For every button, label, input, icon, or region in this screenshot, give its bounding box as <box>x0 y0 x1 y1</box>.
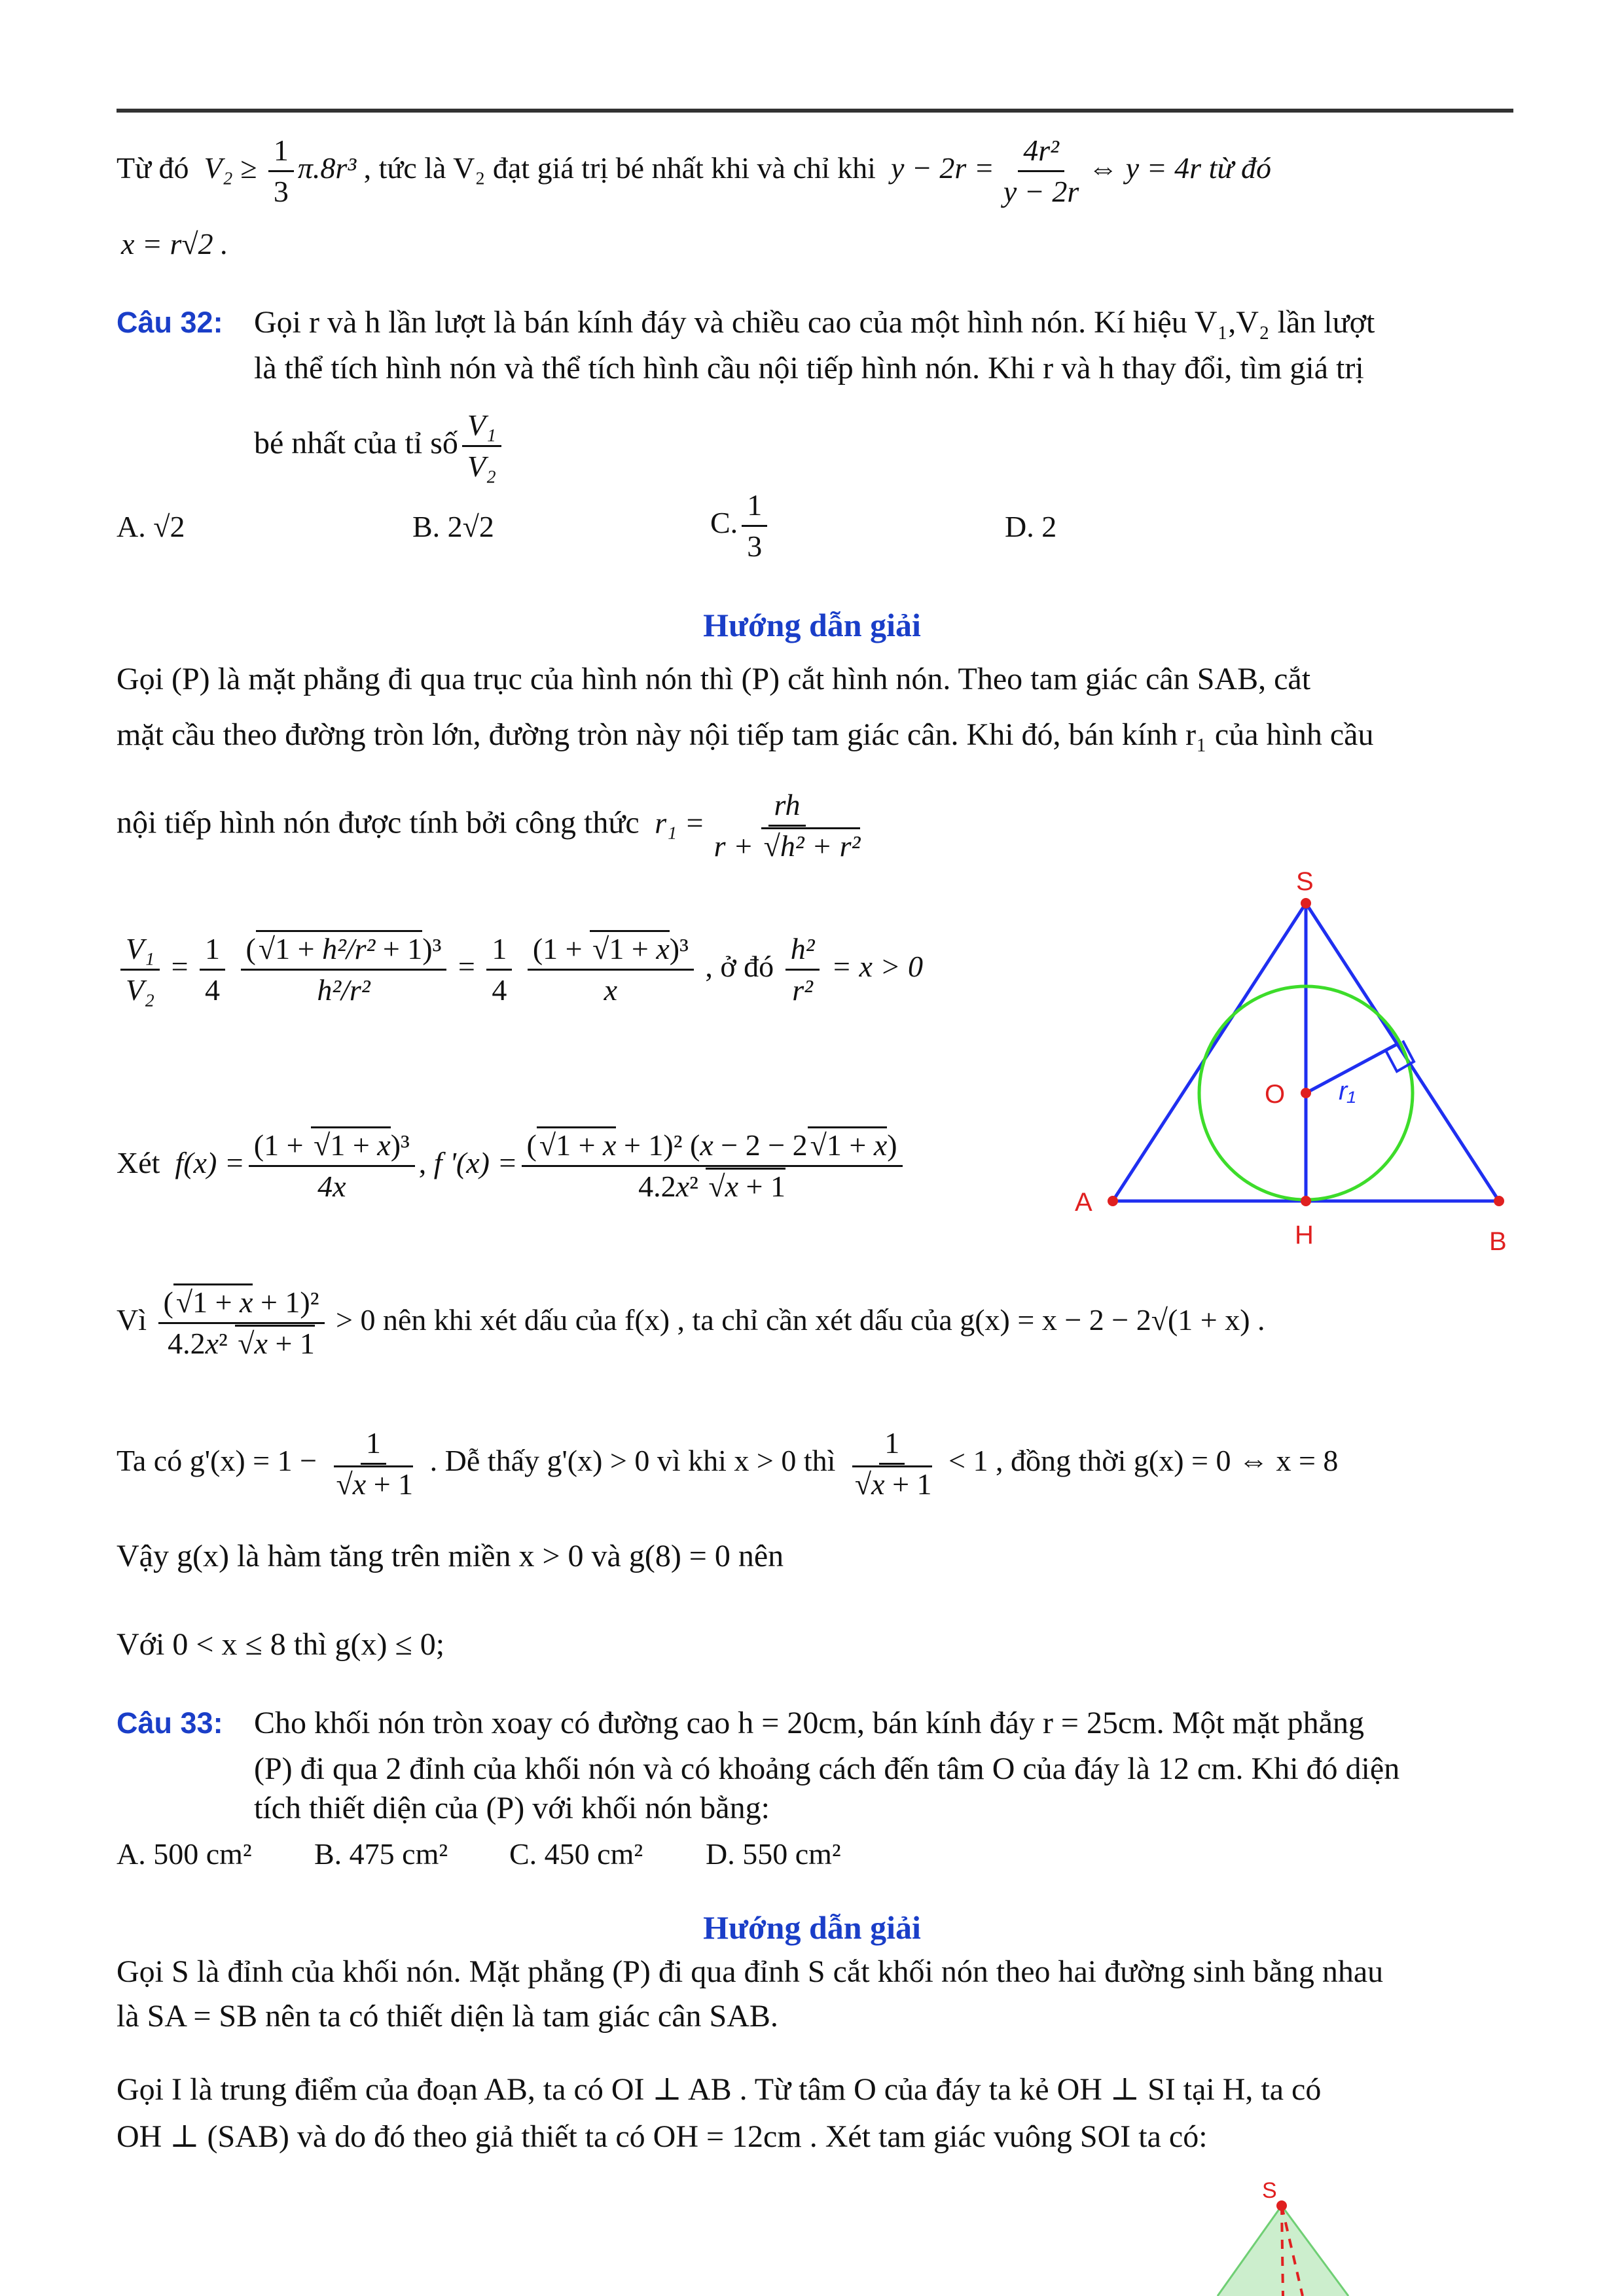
label-r1: r₁ <box>1339 1077 1356 1105</box>
q32-solution-1: Gọi (P) là mặt phẳng đi qua trục của hình nón thì (P) cắt hình nón. Theo tam giác cân SAB, cắt <box>117 662 1311 696</box>
q32-option-d: D. 2 <box>1005 510 1057 543</box>
question-33-text-3: tích thiết diện của (P) với khối nón bằng: <box>254 1791 770 1825</box>
q32-ratio-formula: $\frac{\text{V₁}}{\text{V₂}}$ = $\frac{1}{4}$ $\frac{\text{(√ 1 + h²/r² + 1)³}}{\text{h²/r²}}$ = $\frac{1}{4}$ $\frac{\text{(1 + √ 1 + x)³}}{x}$ , ở đó $\frac{\text{h²}}{\text{r²}}$ = x > 0 <box>117 929 923 1010</box>
point-O <box>1301 1088 1311 1098</box>
q33-solution-title: Hướng dẫn giải <box>703 1909 921 1946</box>
edge-SB <box>1306 903 1499 1201</box>
q32-solution-3: nội tiếp hình nón được tính bởi công thức r₁ = $\frac{rh}{\text{r + √ h² + r²}}$ <box>117 785 869 866</box>
label-H: H <box>1295 1221 1314 1249</box>
cone-point-S <box>1276 2200 1287 2211</box>
top-line-1: Từ đó V₂ ≥ $\frac{1}{3}$ π.8r³ , tức là V₂ đạt giá trị bé nhất khi và chỉ khi y − 2r = $\frac{\text{4r²}}{y - 2r}$ ⇔ y = 4r từ đó <box>117 131 1517 211</box>
q33-option-b: B. 475 cm² <box>314 1837 448 1871</box>
label-B: B <box>1489 1227 1507 1256</box>
q33-solution-3: Gọi I là trung điểm của đoạn AB, ta có OI ⊥ AB . Từ tâm O của đáy ta kẻ OH ⊥ SI tại H, ta có <box>117 2072 1322 2107</box>
label-A: A <box>1075 1188 1092 1217</box>
question-33-label: Câu 33: <box>117 1706 223 1740</box>
figure-inscribed-sphere <box>1060 857 1519 1276</box>
question-32-text-3: bé nhất của tỉ số $\frac{\text{V₁}}{\text{V₂}}$ <box>254 406 505 486</box>
top-line-2: x = r√2 . <box>121 227 228 260</box>
question-32-label: Câu 32: <box>117 306 223 339</box>
q33-option-a: A. 500 cm² <box>117 1837 252 1871</box>
label-S: S <box>1296 867 1314 896</box>
q32-option-a: A. √2 <box>117 510 185 543</box>
q32-solution-title: Hướng dẫn giải <box>703 607 921 643</box>
q32-conclusion: Với 0 < x ≤ 8 thì g(x) ≤ 0; <box>117 1627 445 1662</box>
q33-solution-1: Gọi S là đỉnh của khối nón. Mặt phẳng (P) đi qua đỉnh S cắt khối nón theo hai đường sinh bằng nhau <box>117 1954 1384 1989</box>
label-O: O <box>1265 1080 1286 1109</box>
q32-solution-2: mặt cầu theo đường tròn lớn, đường tròn này nội tiếp tam giác cân. Khi đó, bán kính r₁ của hình cầu <box>117 717 1374 752</box>
q33-option-c: C. 450 cm² <box>509 1837 643 1871</box>
q33-solution-2: là SA = SB nên ta có thiết diện là tam giác cân SAB. <box>117 1999 778 2034</box>
header-rule <box>117 109 1513 113</box>
q32-option-b: B. 2√2 <box>412 510 494 543</box>
figure-cone-partial <box>1191 2179 1388 2296</box>
edge-SA <box>1113 903 1306 1201</box>
q32-option-c: C. $\frac{1}{3}$ <box>710 486 771 566</box>
question-32-text-1: Gọi r và h lần lượt là bán kính đáy và chiều cao của một hình nón. Kí hiệu V₁,V₂ lần lượt <box>254 305 1375 340</box>
question-33-text-2: (P) đi qua 2 đỉnh của khối nón và có khoảng cách đến tâm O của đáy là 12 cm. Khi đó diện <box>254 1751 1400 1786</box>
question-33-text-1: Cho khối nón tròn xoay có đường cao h = 20cm, bán kính đáy r = 25cm. Một mặt phẳng <box>254 1706 1364 1740</box>
q33-option-d: D. 550 cm² <box>706 1837 841 1871</box>
question-32-text-2: là thể tích hình nón và thể tích hình cầu nội tiếp hình nón. Khi r và h thay đổi, tìm giá trị <box>254 351 1364 386</box>
point-B <box>1494 1196 1504 1206</box>
q33-solution-4: OH ⊥ (SAB) và do đó theo giả thiết ta có OH = 12cm . Xét tam giác vuông SOI ta có: <box>117 2119 1208 2154</box>
point-H <box>1301 1196 1311 1206</box>
q32-increasing: Vậy g(x) là hàm tăng trên miền x > 0 và g(8) = 0 nên <box>117 1539 784 1573</box>
q32-sign-argument: Vì $\frac{\text{(√ 1 + x + 1)²}}{\text{4.2x² √ x + 1}}$ > 0 nên khi xét dấu của f(x) , ta chỉ cần xét dấu của g(x) = x − 2 − 2√(1 + x) . <box>117 1283 1517 1363</box>
q32-f-definition: Xét f(x) = $\frac{\text{(1 + √ 1 + x)³}}{4x}$ , f '(x) = $\frac{\text{(√ 1 + x + 1)² (x − 2 − 2√ 1 + x)}}{\text{4.2x² √ x + 1}}$ <box>117 1126 907 1206</box>
q32-derivative-g: Ta có g'(x) = 1 − 1 √ x + 1 . Dễ thấy g'(x) > 0 vì khi x > 0 thì 1 √ x + 1 < 1 , đồng thời g(x) = 0 ⇔ x = 8 <box>117 1424 1517 1504</box>
point-A <box>1108 1196 1118 1206</box>
cone-label-S: S <box>1262 2179 1277 2203</box>
point-S <box>1301 898 1311 908</box>
